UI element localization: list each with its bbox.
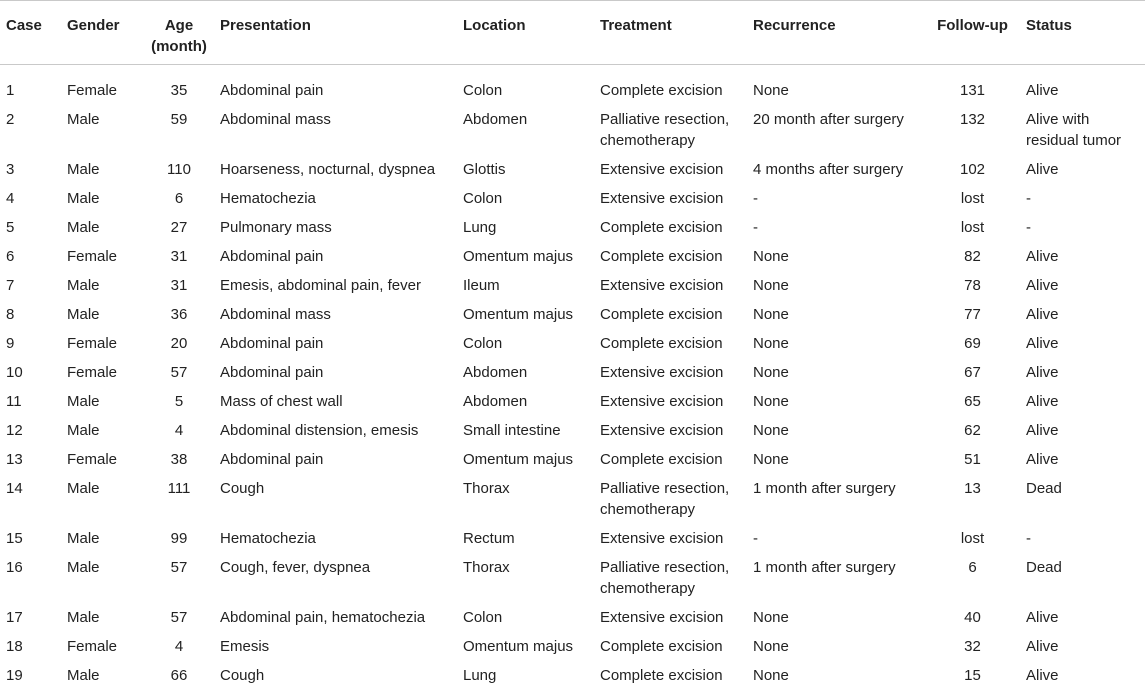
cell-age: 31 bbox=[144, 272, 214, 301]
cell-presentation: Hematochezia bbox=[214, 525, 457, 554]
cell-presentation: Abdominal pain bbox=[214, 446, 457, 475]
cell-age: 36 bbox=[144, 301, 214, 330]
cell-treatment: Extensive excision bbox=[594, 604, 747, 633]
table-header bbox=[0, 1, 1145, 65]
cell-treatment: Complete excision bbox=[594, 214, 747, 243]
cell-age: 57 bbox=[144, 554, 214, 604]
cell-gender: Female bbox=[61, 330, 144, 359]
header-row bbox=[0, 1, 1145, 65]
table-spacer bbox=[0, 65, 1145, 78]
cell-followup: lost bbox=[925, 214, 1020, 243]
cell-followup: 6 bbox=[925, 554, 1020, 604]
cell-gender: Male bbox=[61, 388, 144, 417]
cell-followup: 77 bbox=[925, 301, 1020, 330]
cell-treatment: Palliative resection, chemotherapy bbox=[594, 554, 747, 604]
table-row bbox=[0, 330, 1145, 359]
cell-treatment: Complete excision bbox=[594, 77, 747, 106]
cell-treatment: Complete excision bbox=[594, 446, 747, 475]
cell-age: 20 bbox=[144, 330, 214, 359]
cell-treatment: Complete excision bbox=[594, 330, 747, 359]
cell-status: Dead bbox=[1020, 475, 1145, 525]
cell-treatment: Extensive excision bbox=[594, 388, 747, 417]
cell-followup: lost bbox=[925, 185, 1020, 214]
cell-case: 15 bbox=[0, 525, 61, 554]
header-recurrence: Recurrence bbox=[747, 1, 925, 65]
cell-presentation: Abdominal pain bbox=[214, 77, 457, 106]
cell-case: 1 bbox=[0, 77, 61, 106]
cell-presentation: Cough bbox=[214, 475, 457, 525]
cell-recurrence: 1 month after surgery bbox=[747, 475, 925, 525]
cell-location: Omentum majus bbox=[457, 446, 594, 475]
cell-followup: 69 bbox=[925, 330, 1020, 359]
cell-status: Alive bbox=[1020, 446, 1145, 475]
cell-followup: 65 bbox=[925, 388, 1020, 417]
header-age-line1: Age bbox=[165, 17, 193, 34]
cell-followup: lost bbox=[925, 525, 1020, 554]
cell-presentation: Pulmonary mass bbox=[214, 214, 457, 243]
cell-status: Alive bbox=[1020, 272, 1145, 301]
cell-recurrence: None bbox=[747, 417, 925, 446]
table-row bbox=[0, 185, 1145, 214]
cell-recurrence: None bbox=[747, 77, 925, 106]
cell-recurrence: None bbox=[747, 388, 925, 417]
cell-treatment: Extensive excision bbox=[594, 417, 747, 446]
cell-recurrence: None bbox=[747, 633, 925, 662]
cell-presentation: Hoarseness, nocturnal, dyspnea bbox=[214, 156, 457, 185]
cell-age: 57 bbox=[144, 359, 214, 388]
cell-recurrence: 20 month after surgery bbox=[747, 106, 925, 156]
cell-presentation: Abdominal pain bbox=[214, 359, 457, 388]
cell-presentation: Emesis, abdominal pain, fever bbox=[214, 272, 457, 301]
cell-case: 17 bbox=[0, 604, 61, 633]
cell-case: 14 bbox=[0, 475, 61, 525]
cell-status: Alive bbox=[1020, 156, 1145, 185]
cell-status: Alive bbox=[1020, 301, 1145, 330]
cell-presentation: Abdominal mass bbox=[214, 106, 457, 156]
cell-gender: Male bbox=[61, 417, 144, 446]
cell-case: 10 bbox=[0, 359, 61, 388]
table-row bbox=[0, 525, 1145, 554]
cell-case: 2 bbox=[0, 106, 61, 156]
cell-location: Rectum bbox=[457, 525, 594, 554]
header-age bbox=[144, 1, 214, 65]
cell-presentation: Abdominal distension, emesis bbox=[214, 417, 457, 446]
table-row bbox=[0, 662, 1145, 691]
table-row bbox=[0, 77, 1145, 106]
cell-followup: 78 bbox=[925, 272, 1020, 301]
cell-status: Alive bbox=[1020, 243, 1145, 272]
cell-location: Colon bbox=[457, 330, 594, 359]
cell-gender: Male bbox=[61, 156, 144, 185]
cell-followup: 62 bbox=[925, 417, 1020, 446]
table-row bbox=[0, 243, 1145, 272]
cell-location: Omentum majus bbox=[457, 633, 594, 662]
cell-treatment: Palliative resection, chemotherapy bbox=[594, 106, 747, 156]
cell-presentation: Abdominal mass bbox=[214, 301, 457, 330]
header-location: Location bbox=[457, 1, 594, 65]
cell-recurrence: None bbox=[747, 359, 925, 388]
cell-presentation: Abdominal pain, hematochezia bbox=[214, 604, 457, 633]
table-row bbox=[0, 301, 1145, 330]
cell-location: Colon bbox=[457, 185, 594, 214]
cell-followup: 40 bbox=[925, 604, 1020, 633]
cell-gender: Female bbox=[61, 446, 144, 475]
cell-age: 5 bbox=[144, 388, 214, 417]
cell-treatment: Complete excision bbox=[594, 633, 747, 662]
cell-location: Lung bbox=[457, 214, 594, 243]
cell-status: Alive bbox=[1020, 77, 1145, 106]
header-status: Status bbox=[1020, 1, 1145, 65]
cell-followup: 15 bbox=[925, 662, 1020, 691]
cell-treatment: Complete excision bbox=[594, 301, 747, 330]
cell-location: Abdomen bbox=[457, 106, 594, 156]
cell-status: Alive bbox=[1020, 417, 1145, 446]
cell-status: Alive bbox=[1020, 330, 1145, 359]
cell-recurrence: None bbox=[747, 330, 925, 359]
cell-location: Glottis bbox=[457, 156, 594, 185]
table-row bbox=[0, 604, 1145, 633]
cell-age: 99 bbox=[144, 525, 214, 554]
cell-treatment: Complete excision bbox=[594, 662, 747, 691]
cell-location: Thorax bbox=[457, 475, 594, 525]
cell-case: 9 bbox=[0, 330, 61, 359]
cell-status: Alive with residual tumor bbox=[1020, 106, 1145, 156]
cell-recurrence: 1 month after surgery bbox=[747, 554, 925, 604]
cell-gender: Female bbox=[61, 633, 144, 662]
cell-status: Alive bbox=[1020, 388, 1145, 417]
table-row bbox=[0, 214, 1145, 243]
cell-case: 4 bbox=[0, 185, 61, 214]
cell-case: 16 bbox=[0, 554, 61, 604]
cell-age: 59 bbox=[144, 106, 214, 156]
cell-treatment: Extensive excision bbox=[594, 525, 747, 554]
cell-gender: Male bbox=[61, 106, 144, 156]
cell-status: Alive bbox=[1020, 604, 1145, 633]
cell-recurrence: None bbox=[747, 243, 925, 272]
table-row bbox=[0, 446, 1145, 475]
cell-presentation: Cough bbox=[214, 662, 457, 691]
cell-presentation: Cough, fever, dyspnea bbox=[214, 554, 457, 604]
header-age-line2: (month) bbox=[151, 38, 207, 55]
cell-gender: Male bbox=[61, 554, 144, 604]
cell-recurrence: 4 months after surgery bbox=[747, 156, 925, 185]
cell-age: 110 bbox=[144, 156, 214, 185]
table-row bbox=[0, 475, 1145, 525]
cell-recurrence: None bbox=[747, 301, 925, 330]
cell-recurrence: None bbox=[747, 446, 925, 475]
cell-age: 31 bbox=[144, 243, 214, 272]
cell-followup: 132 bbox=[925, 106, 1020, 156]
cell-gender: Male bbox=[61, 272, 144, 301]
cell-case: 18 bbox=[0, 633, 61, 662]
cell-recurrence: None bbox=[747, 272, 925, 301]
cell-gender: Male bbox=[61, 604, 144, 633]
cell-status: Alive bbox=[1020, 359, 1145, 388]
cell-gender: Male bbox=[61, 185, 144, 214]
cell-recurrence: None bbox=[747, 604, 925, 633]
header-presentation: Presentation bbox=[214, 1, 457, 65]
cell-location: Thorax bbox=[457, 554, 594, 604]
cell-status: Alive bbox=[1020, 662, 1145, 691]
cell-treatment: Extensive excision bbox=[594, 272, 747, 301]
cell-status: - bbox=[1020, 185, 1145, 214]
cell-location: Omentum majus bbox=[457, 301, 594, 330]
header-case: Case bbox=[0, 1, 61, 65]
cell-recurrence: - bbox=[747, 214, 925, 243]
cell-age: 38 bbox=[144, 446, 214, 475]
cell-age: 4 bbox=[144, 633, 214, 662]
cell-location: Abdomen bbox=[457, 359, 594, 388]
cell-case: 7 bbox=[0, 272, 61, 301]
cell-followup: 51 bbox=[925, 446, 1020, 475]
header-followup: Follow-up bbox=[925, 1, 1020, 65]
cell-gender: Female bbox=[61, 243, 144, 272]
header-treatment: Treatment bbox=[594, 1, 747, 65]
table-row bbox=[0, 272, 1145, 301]
cell-age: 4 bbox=[144, 417, 214, 446]
cell-treatment: Extensive excision bbox=[594, 359, 747, 388]
cell-case: 6 bbox=[0, 243, 61, 272]
cell-recurrence: None bbox=[747, 662, 925, 691]
table-row bbox=[0, 388, 1145, 417]
cell-case: 8 bbox=[0, 301, 61, 330]
cell-age: 27 bbox=[144, 214, 214, 243]
cell-case: 19 bbox=[0, 662, 61, 691]
cell-case: 5 bbox=[0, 214, 61, 243]
cell-location: Colon bbox=[457, 77, 594, 106]
cell-recurrence: - bbox=[747, 185, 925, 214]
table-row bbox=[0, 417, 1145, 446]
cell-followup: 131 bbox=[925, 77, 1020, 106]
cell-gender: Female bbox=[61, 77, 144, 106]
cell-treatment: Extensive excision bbox=[594, 156, 747, 185]
table-row bbox=[0, 554, 1145, 604]
cell-followup: 13 bbox=[925, 475, 1020, 525]
cell-gender: Male bbox=[61, 214, 144, 243]
table-body bbox=[0, 65, 1145, 691]
cell-location: Small intestine bbox=[457, 417, 594, 446]
cell-presentation: Mass of chest wall bbox=[214, 388, 457, 417]
spacer-cell bbox=[0, 65, 1145, 78]
cell-treatment: Complete excision bbox=[594, 243, 747, 272]
cell-gender: Male bbox=[61, 662, 144, 691]
cell-gender: Male bbox=[61, 301, 144, 330]
cell-presentation: Emesis bbox=[214, 633, 457, 662]
header-gender: Gender bbox=[61, 1, 144, 65]
cell-age: 57 bbox=[144, 604, 214, 633]
cell-followup: 32 bbox=[925, 633, 1020, 662]
cell-case: 12 bbox=[0, 417, 61, 446]
cell-treatment: Extensive excision bbox=[594, 185, 747, 214]
cell-followup: 67 bbox=[925, 359, 1020, 388]
cell-location: Ileum bbox=[457, 272, 594, 301]
cell-recurrence: - bbox=[747, 525, 925, 554]
cell-age: 6 bbox=[144, 185, 214, 214]
cell-age: 111 bbox=[144, 475, 214, 525]
cell-case: 13 bbox=[0, 446, 61, 475]
cell-status: Dead bbox=[1020, 554, 1145, 604]
cell-location: Abdomen bbox=[457, 388, 594, 417]
cell-presentation: Abdominal pain bbox=[214, 330, 457, 359]
cell-status: Alive bbox=[1020, 633, 1145, 662]
cell-presentation: Abdominal pain bbox=[214, 243, 457, 272]
cell-location: Lung bbox=[457, 662, 594, 691]
cell-gender: Female bbox=[61, 359, 144, 388]
table-row bbox=[0, 633, 1145, 662]
table-row bbox=[0, 156, 1145, 185]
cell-gender: Male bbox=[61, 525, 144, 554]
cell-gender: Male bbox=[61, 475, 144, 525]
cell-followup: 102 bbox=[925, 156, 1020, 185]
cell-case: 3 bbox=[0, 156, 61, 185]
cell-status: - bbox=[1020, 214, 1145, 243]
cell-age: 66 bbox=[144, 662, 214, 691]
cell-treatment: Palliative resection, chemotherapy bbox=[594, 475, 747, 525]
cell-age: 35 bbox=[144, 77, 214, 106]
cell-status: - bbox=[1020, 525, 1145, 554]
cell-location: Omentum majus bbox=[457, 243, 594, 272]
cell-presentation: Hematochezia bbox=[214, 185, 457, 214]
cell-followup: 82 bbox=[925, 243, 1020, 272]
cell-location: Colon bbox=[457, 604, 594, 633]
cell-case: 11 bbox=[0, 388, 61, 417]
table-row bbox=[0, 106, 1145, 156]
table-row bbox=[0, 359, 1145, 388]
